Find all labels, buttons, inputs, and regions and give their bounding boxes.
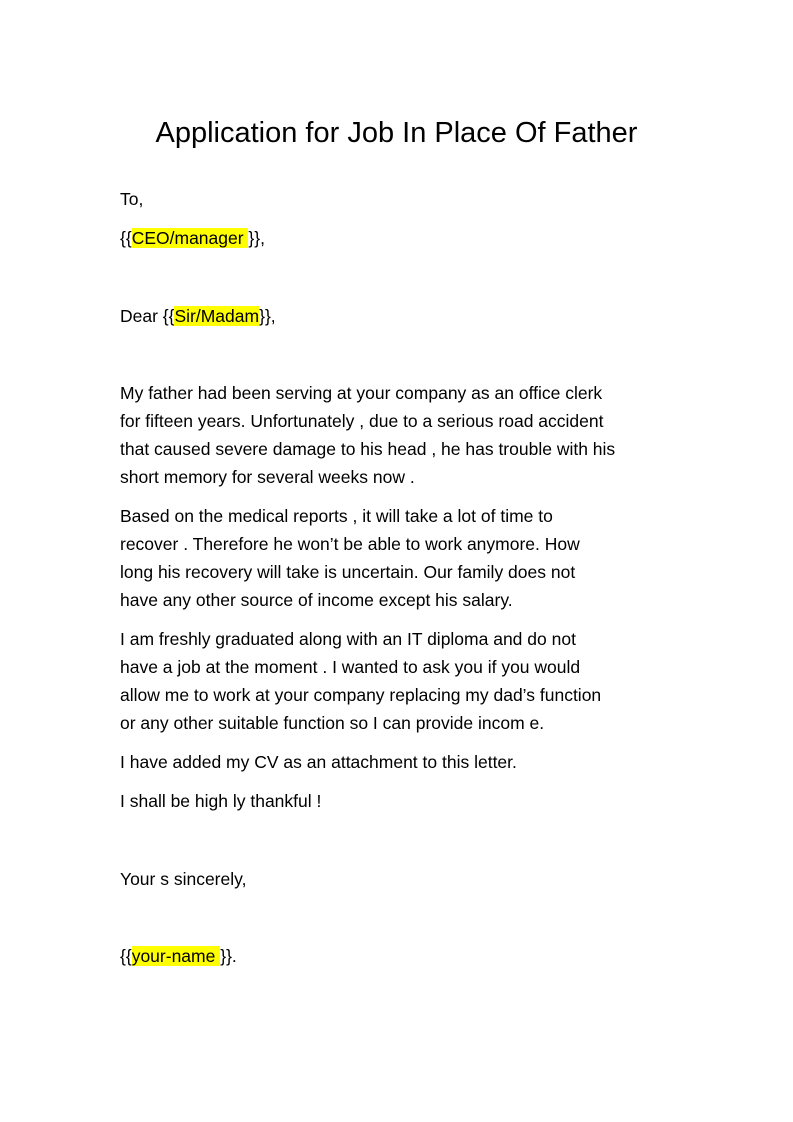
- paragraph-request: [120, 625, 680, 737]
- signature-placeholder: your-name: [131, 946, 221, 966]
- closing-line: Your s sincerely,: [120, 869, 247, 889]
- paragraph-line: long his recovery will take is uncertain. Our family does not: [120, 562, 576, 582]
- recipient-placeholder: CEO/manager: [131, 228, 249, 248]
- paragraph-line: I am freshly graduated along with an IT diploma and do not: [120, 629, 576, 649]
- paragraph-medical-reports: [120, 502, 680, 614]
- paragraph-line: allow me to work at your company replacing my dad’s function: [120, 685, 602, 705]
- paragraph-line: have a job at the moment . I wanted to ask you if you would: [120, 657, 581, 677]
- recipient-line: [120, 224, 680, 252]
- to-label: To,: [120, 189, 144, 209]
- recipient-prefix: {{: [120, 228, 132, 248]
- salutation-line: [120, 302, 680, 330]
- signature-line: [120, 942, 680, 970]
- paragraph-line: recover . Therefore he won’t be able to work anymore. How: [120, 534, 580, 554]
- paragraph-line: that caused severe damage to his head , he has trouble with his: [120, 439, 616, 459]
- paragraph-line: My father had been serving at your company as an office clerk: [120, 383, 603, 403]
- paragraph-line: for fifteen years. Unfortunately , due to a serious road accident: [120, 411, 604, 431]
- paragraph-line: or any other suitable function so I can provide incom e.: [120, 713, 545, 733]
- paragraph-thanks: I shall be high ly thankful !: [120, 791, 322, 811]
- paragraph-line: have any other source of income except his salary.: [120, 590, 513, 610]
- salutation-suffix: }},: [259, 306, 276, 326]
- document-title: Application for Job In Place Of Father: [155, 117, 638, 149]
- recipient-suffix: }},: [248, 228, 265, 248]
- paragraph-line: short memory for several weeks now .: [120, 467, 415, 487]
- paragraph-father-condition: [120, 379, 680, 491]
- signature-prefix: {{: [120, 946, 132, 966]
- signature-suffix: }}.: [220, 946, 237, 966]
- paragraph-line: Based on the medical reports , it will take a lot of time to: [120, 506, 553, 526]
- salutation-prefix: Dear {{: [120, 306, 175, 326]
- salutation-placeholder: Sir/Madam: [174, 306, 260, 326]
- paragraph-cv-attachment: I have added my CV as an attachment to this letter.: [120, 752, 517, 772]
